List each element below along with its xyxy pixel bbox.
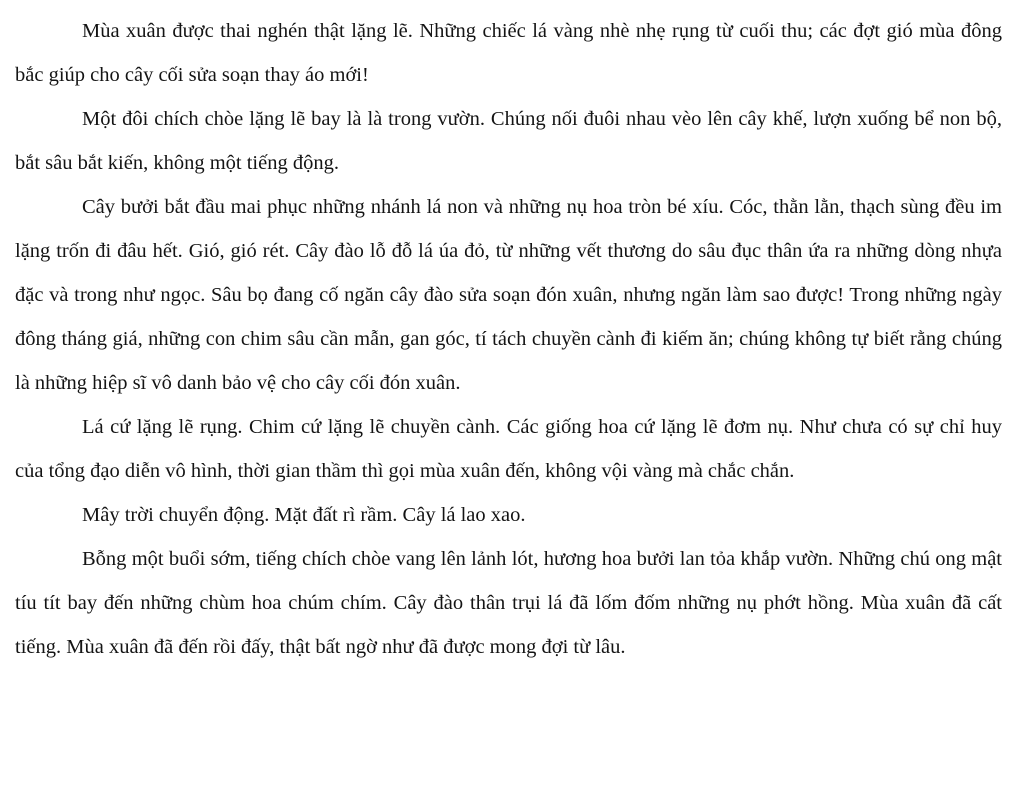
top-edge-mask [0,0,1024,2]
paragraph-1: Mùa xuân được thai nghén thật lặng lẽ. Những chiếc lá vàng nhè nhẹ rụng từ cuối thu; các đợt gió mùa đông bắc giúp cho cây cối sửa soạn thay áo mới! [15,20,1002,86]
paragraph-2: Một đôi chích chòe lặng lẽ bay là là trong vườn. Chúng nối đuôi nhau vèo lên cây khế, lượn xuống bể non bộ, bắt sâu bắt kiến, không một tiếng động. [15,108,1002,174]
paragraph-5: Mây trời chuyển động. Mặt đất rì rầm. Cây lá lao xao. [82,504,526,526]
paragraph-4: Lá cứ lặng lẽ rụng. Chim cứ lặng lẽ chuyền cành. Các giống hoa cứ lặng lẽ đơm nụ. Như chưa có sự chỉ huy của tổng đạo diễn vô hình, thời gian thầm thì gọi mùa xuân đến, không vội vàng mà chắc chắn. [15,416,1002,482]
paragraph-3: Cây bưởi bắt đầu mai phục những nhánh lá non và những nụ hoa tròn bé xíu. Cóc, thằn lằn, thạch sùng đều im lặng trốn đi đâu hết. Gió, gió rét. Cây đào lỗ đỗ lá úa đỏ, từ những vết thương do sâu đục thân ứa ra những dòng nhựa đặc và trong như ngọc. Sâu bọ đang cố ngăn cây đào sửa soạn đón xuân, nhưng ngăn làm sao được! Trong những ngày đông tháng giá, những con chim sâu cần mẫn, gan góc, tí tách chuyền cành đi kiếm ăn; chúng không tự biết rằng chúng là những hiệp sĩ vô danh bảo vệ cho cây cối đón xuân. [15,196,1002,394]
paragraph-6: Bỗng một buổi sớm, tiếng chích chòe vang lên lảnh lót, hương hoa bưởi lan tỏa khắp vườn. Những chú ong mật tíu tít bay đến những chùm hoa chúm chím. Cây đào thân trụi lá đã lốm đốm những nụ phớt hồng. Mùa xuân đã cất tiếng. Mùa xuân đã đến rồi đấy, thật bất ngờ như đã được mong đợi từ lâu. [15,548,1002,658]
